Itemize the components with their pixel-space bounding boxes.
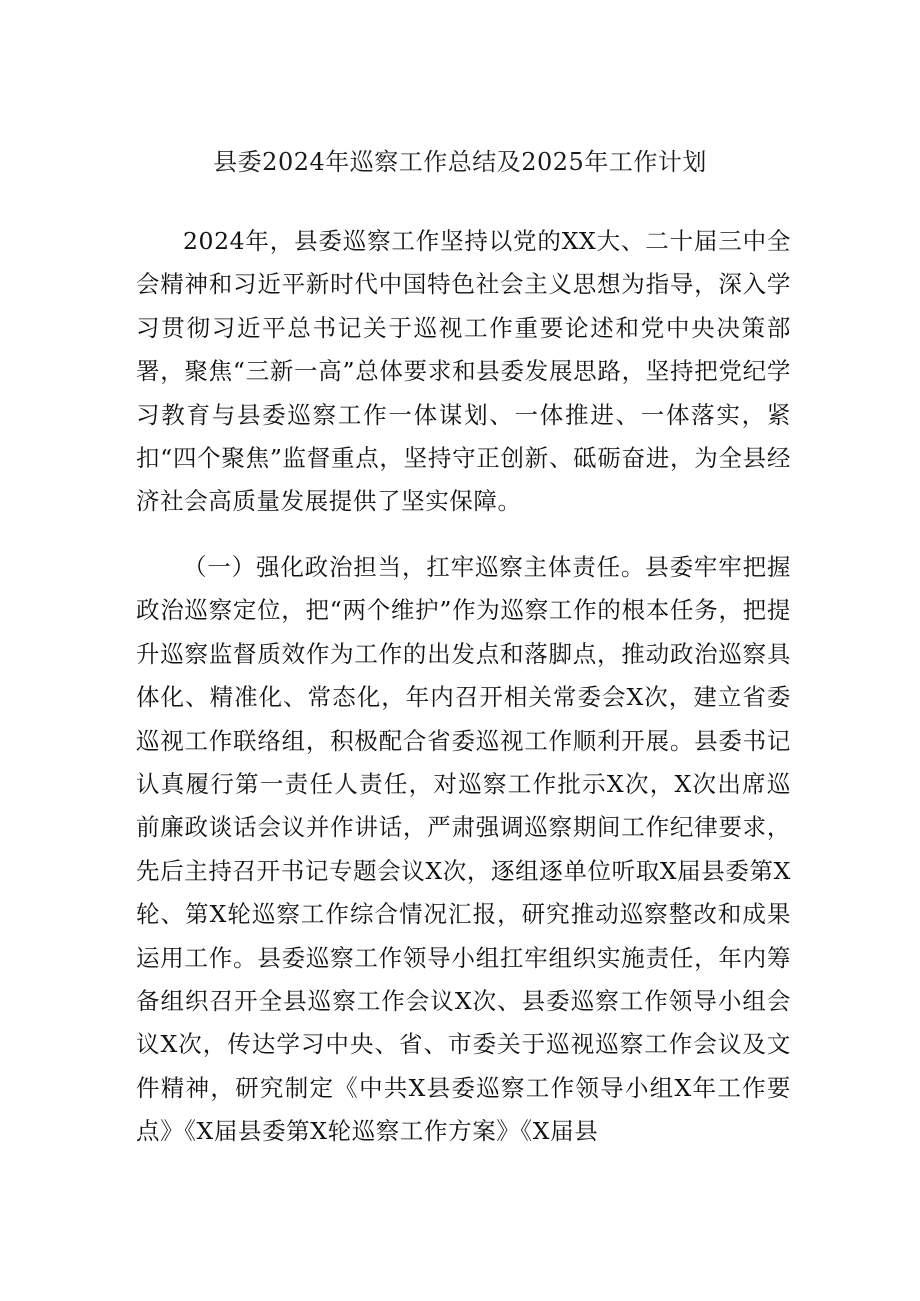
paragraph-section-1: （一）强化政治担当，扛牢巡察主体责任。县委牢牢把握政治巡察定位，把“两个维护”作为巡察工作的根本任务，把提升巡察监督质效作为工作的出发点和落脚点，推动政治巡察具体化、精准化、常态化，年内召开相关常委会X次，建立省委巡视工作联络组，积极配合省委巡视工作顺利开展。县委书记认真履行第一责任人责任，对巡察工作批示X次，X次出席巡前廉政谈话会议并作讲话，严肃强调巡察期间工作纪律要求，先后主持召开书记专题会议X次，逐组逐单位听取X届县委第X轮、第X轮巡察工作综合情况汇报，研究推动巡察整改和成果运用工作。县委巡察工作领导小组扛牢组织实施责任，年内筹备组织召开全县巡察工作会议X次、县委巡察工作领导小组会议X次，传达学习中央、省、市委关于巡视巡察工作会议及文件精神，研究制定《中共X县委巡察工作领导小组X年工作要点》《X届县委第X轮巡察工作方案》《X届县: [136, 553, 791, 1146]
paragraph-intro: 2024年，县委巡察工作坚持以党的XX大、二十届三中全会精神和习近平新时代中国特色社会主义思想为指导，深入学习贯彻习近平总书记关于巡视工作重要论述和党中央决策部署，聚焦“三新一高”总体要求和县委发展思路，坚持把党纪学习教育与县委巡察工作一体谋划、一体推进、一体落实，紧扣“四个聚焦”监督重点，坚持守正创新、砥砺奋进，为全县经济社会高质量发展提供了坚实保障。: [136, 227, 791, 516]
document-title: 县委2024年巡察工作总结及2025年工作计划: [213, 148, 707, 176]
